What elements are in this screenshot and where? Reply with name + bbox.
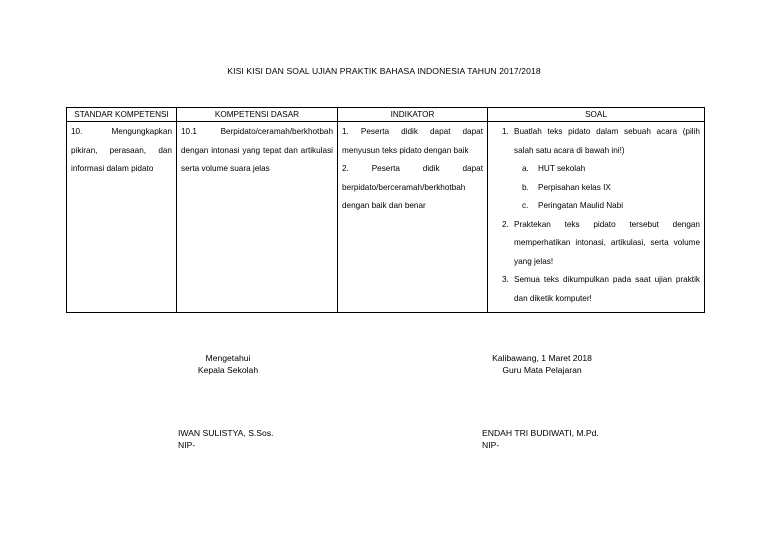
kepala-sekolah-nip: NIP-	[178, 440, 196, 450]
soal-item	[492, 123, 700, 216]
indikator-item: 1. Peserta didik dapat dapat menyusun teks pidato dengan baik	[342, 127, 483, 155]
option-letter: b.	[522, 182, 529, 192]
guru-name: ENDAH TRI BUDIWATI, M.Pd.	[482, 428, 599, 438]
option-text: HUT sekolah	[538, 164, 586, 173]
option-text: Peringatan Maulid Nabi	[538, 201, 624, 210]
header-standar-kompetensi: STANDAR KOMPETENSI	[67, 108, 177, 122]
signature-left-header	[193, 352, 263, 376]
document-title: KISI KISI DAN SOAL UJIAN PRAKTIK BAHASA INDONESIA TAHUN 2017/2018	[227, 66, 541, 76]
mengetahui-label: Mengetahui	[205, 353, 251, 363]
cell-soal	[488, 122, 705, 313]
soal-text: Semua teks dikumpulkan pada saat ujian praktik dan diketik komputer!	[514, 275, 700, 303]
table-header-row	[67, 108, 705, 122]
soal-option	[514, 179, 700, 198]
soal-options	[514, 160, 700, 216]
kisi-kisi-table	[66, 107, 705, 313]
cell-standar-kompetensi: 10. Mengungkapkan pikiran, perasaan, dan informasi dalam pidato	[67, 122, 177, 313]
cell-kompetensi-dasar: 10.1 Berpidato/ceramah/berkhotbah dengan intonasi yang tepat dan artikulasi serta volume suara jelas	[177, 122, 338, 313]
cell-indikator	[338, 122, 488, 313]
signature-right-header	[482, 352, 602, 376]
soal-list	[492, 123, 700, 308]
option-text: Perpisahan kelas IX	[538, 182, 611, 192]
option-letter: c.	[522, 201, 529, 210]
soal-item	[492, 271, 700, 308]
kepala-sekolah-label: Kepala Sekolah	[197, 365, 259, 375]
header-indikator: INDIKATOR	[338, 108, 488, 122]
place-date-label: Kalibawang, 1 Maret 2018	[492, 353, 592, 363]
kepala-sekolah-name: IWAN SULISTYA, S.Sos.	[178, 428, 274, 438]
indikator-item: 2. Peserta didik dapat berpidato/berceramah/berkhotbah dengan baik dan benar	[342, 164, 483, 210]
signature-right-name-block	[482, 427, 599, 451]
table-row	[67, 122, 705, 313]
option-letter: a.	[522, 164, 529, 173]
header-soal: SOAL	[488, 108, 705, 122]
soal-number: 2.	[502, 219, 509, 229]
soal-option	[514, 197, 700, 216]
header-kompetensi-dasar: KOMPETENSI DASAR	[177, 108, 338, 122]
soal-text: Praktekan teks pidato tersebut dengan memperhatikan intonasi, artikulasi, serta volume yang jelas!	[514, 219, 700, 266]
soal-number: 3.	[502, 275, 509, 284]
guru-nip: NIP-	[482, 440, 500, 450]
soal-number: 1.	[502, 127, 509, 136]
soal-item	[492, 216, 700, 272]
soal-option	[514, 160, 700, 179]
signature-left-name-block	[178, 427, 274, 451]
soal-text: Buatlah teks pidato dalam sebuah acara (pilih salah satu acara di bawah ini!)	[514, 127, 700, 155]
guru-label: Guru Mata Pelajaran	[502, 365, 582, 375]
